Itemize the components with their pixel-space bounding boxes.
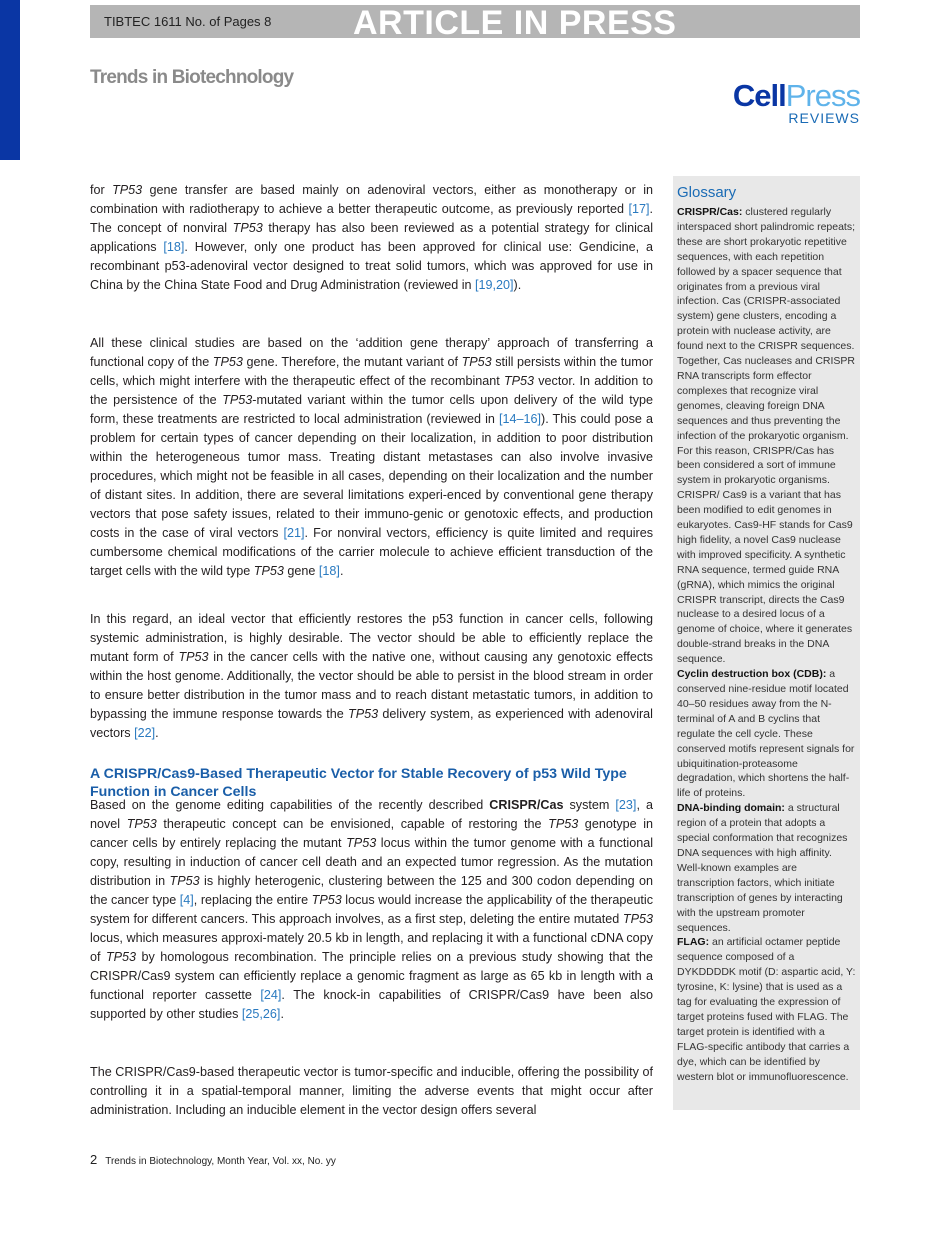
- gene-name: TP53: [105, 950, 137, 964]
- body-paragraph: [90, 1063, 653, 1120]
- glossary-entry: [677, 801, 856, 935]
- text-run: gene: [283, 564, 319, 578]
- text-run: . However, only one product has been approved for clinical use: Gendicine, a recombinant p53-adenoviral vector designed to treat solid tumors, which was approved for use in China by the China State Food and Drug Administration (reviewed in: [90, 240, 653, 292]
- citation-link[interactable]: [19,20]: [475, 278, 514, 292]
- gene-name: TP53: [311, 893, 342, 907]
- citation-link[interactable]: [24]: [260, 988, 282, 1002]
- gene-name: TP53: [253, 564, 284, 578]
- gene-name: TP53: [232, 221, 263, 235]
- body-paragraph: [90, 181, 653, 295]
- text-run: .: [155, 726, 159, 740]
- text-run: In this regard, an ideal vector that efficiently restores the p53 function in cancer cells, following systemic administration, is highly desirable. The vector should be able to efficiently replace the mutant form of: [90, 612, 653, 664]
- text-run: system: [563, 798, 616, 812]
- gene-name: TP53: [212, 355, 243, 369]
- text-run: . The knock-in capabilities of CRISPR/Cas9 have been also supported by other studies: [90, 988, 653, 1021]
- brand-stripe: [0, 0, 20, 160]
- body-paragraph: [90, 334, 653, 581]
- cellpress-logo: [733, 78, 860, 126]
- gene-name: TP53: [503, 374, 535, 388]
- page-number: 2: [90, 1152, 98, 1167]
- text-run: genotype in cancer cells by entirely replacing the mutant: [90, 817, 654, 850]
- text-run: therapeutic concept can be envisioned, capable of restoring the: [156, 817, 549, 831]
- text-run: is highly heterogenic, clustering between the 125 and 300 codon depending on the cancer type: [90, 874, 653, 907]
- gene-name: TP53: [112, 183, 143, 197]
- article-banner: [90, 4, 860, 42]
- citation-link[interactable]: [23]: [615, 798, 637, 812]
- glossary-sidebar: [673, 176, 860, 1110]
- gene-name: TP53: [622, 912, 653, 926]
- text-run: locus within the tumor genome with a functional copy, resulting in induction of cancer cell death and an expected tumor regression. As the mutation distribution in: [90, 836, 654, 888]
- glossary-term-ref: CRISPR/Cas: [489, 798, 564, 812]
- text-run: gene. Therefore, the mutant variant of: [242, 355, 462, 369]
- text-run: The CRISPR/Cas9-based therapeutic vector is tumor-specific and inducible, offering the possibility of controlling it in a spatial-temporal manner, limiting the adverse events that might occur after administration. Including an inducible element in the vector design offers several: [90, 1065, 653, 1117]
- glossary-definition: a conserved nine-residue motif located 40–50 residues away from the N-terminal of A and B cyclins that regulate the cell cycle. These conserved motifs represent signals for ubiquitination-proteasome degradation, which shortens the half-life of proteins.: [677, 668, 855, 800]
- section-heading: A CRISPR/Cas9-Based Therapeutic Vector for Stable Recovery of p53 Wild Type Function in Cancer Cells: [90, 766, 627, 800]
- text-run: .: [280, 1007, 284, 1021]
- text-run: in the cancer cells with the native one, without causing any genotoxic effects within the host genome. Additionally, the vector should be able to persist in the blood stream in order to ensure better distribution in the tumor mass and to reach distant metastatic tumors, in addition to bypassing the immune response towards the: [90, 650, 653, 721]
- citation-link[interactable]: [22]: [134, 726, 156, 740]
- citation-link[interactable]: [18]: [163, 240, 185, 254]
- text-run: . The concept of nonviral: [90, 202, 653, 235]
- glossary-definition: a structural region of a protein that adopts a special conformation that recognizes DNA sequences with high affinity. Well-known examples are transcription factors, which initiate transcription of genes by interacting with the upstream promoter sequences.: [677, 802, 848, 934]
- citation-link[interactable]: [25,26]: [241, 1007, 281, 1021]
- text-run: vector. In addition to the persistence of the: [90, 374, 653, 407]
- gene-name: TP53: [348, 707, 379, 721]
- glossary-entry: [677, 205, 856, 667]
- glossary-term: Cyclin destruction box (CDB):: [677, 668, 827, 681]
- text-run: gene transfer are based mainly on adenoviral vectors, either as monotherapy or in combination with radiotherapy to achieve a better therapeutic outcome, as previously reported: [90, 183, 653, 216]
- text-run: ). This could pose a problem for certain types of cancer depending on their localization, in addition to poor distribution within the heterogeneous tumor mass. Treating distant metastases can also involve invasive procedures, which might not be feasible in all cases, depending on their localization and the number of distant sites. In addition, there are several limitations experi-enced by conventional gene therapy vectors that pose safety issues, related to their immuno-genic or genotoxic effects, and production costs in the case of viral vectors: [90, 412, 653, 540]
- text-run: for: [90, 183, 113, 197]
- article-in-press-label: ARTICLE IN PRESS: [353, 4, 677, 42]
- gene-name: TP53: [178, 650, 209, 664]
- logo-cell: Cell: [732, 78, 786, 113]
- article-id: TIBTEC 1611 No. of Pages 8: [104, 14, 272, 29]
- text-run: All these clinical studies are based on the ‘addition gene therapy’ approach of transferring a functional copy of the: [90, 336, 653, 369]
- text-run: Based on the genome editing capabilities of the recently described: [90, 798, 490, 812]
- citation-link[interactable]: [14–16]: [498, 412, 541, 426]
- gene-name: TP53: [222, 393, 253, 407]
- text-run: . For nonviral vectors, efficiency is quite limited and requires cumbersome chemical modifications of the carrier molecule to achieve efficient transduction of the target cells with the wild type: [90, 526, 653, 578]
- journal-title: Trends in Biotechnology: [90, 67, 294, 88]
- glossary-definition: an artificial octamer peptide sequence composed of a DYKDDDDK motif (D: aspartic acid, Y: tyrosine, K: lysine) that is used as a tag for evaluating the expression of target proteins fused with FLAG. The target protein is identified with a FLAG-specific antibody that carries a dye, which can be identified by western blot or immunofluorescence.: [677, 936, 856, 1083]
- text-run: locus would increase the applicability of the therapeutic system for different cancers. This approach involves, as a first step, deleting the entire mutated: [90, 893, 653, 926]
- text-run: .: [339, 564, 344, 578]
- citation-link[interactable]: [21]: [283, 526, 305, 540]
- citation-link[interactable]: [4]: [179, 893, 194, 907]
- glossary-term: CRISPR/Cas:: [677, 206, 743, 218]
- logo-reviews: REVIEWS: [788, 110, 860, 126]
- gene-name: TP53: [548, 817, 579, 831]
- body-paragraph: [90, 610, 653, 743]
- text-run: by homologous recombination. The principle relies on a previous study showing that the CRISPR/Cas9 system can efficiently replace a genomic fragment as large as 65 kb in length with a functional reporter cassette: [90, 950, 653, 1002]
- page-footer: [90, 1152, 336, 1167]
- text-run: locus, which measures approxi-mately 20.5 kb in length, and replacing it with a functional cDNA copy of: [90, 931, 653, 964]
- text-run: , a novel: [90, 798, 653, 831]
- gene-name: TP53: [346, 836, 377, 850]
- citation-link[interactable]: [18]: [318, 564, 340, 578]
- text-run: therapy has also been reviewed as a potential strategy for clinical applications: [90, 221, 653, 254]
- glossary-term: FLAG:: [677, 936, 710, 949]
- citation-link[interactable]: [17]: [628, 202, 650, 216]
- gene-name: TP53: [169, 874, 200, 888]
- glossary-definition: clustered regularly interspaced short palindromic repeats; these are short prokaryotic repetitive sequences, with each repetition followed by a spacer sequence that originates from a previous viral infection. Cas (CRISPR-associated system) gene clusters, encoding a protein with nuclease activity, are found next to the CRISPR sequences. Together, Cas nucleases and CRISPR RNA transcripts form effector complexes that recognize viral genomes, cleaving foreign DNA sequences and thus preventing the infection of the prokaryotic organism. For this reason, CRISPR/Cas has been considered a sort of immune system in prokaryotic organisms. CRISPR/ Cas9 is a variant that has been modified to edit genomes in eukaryotes. Cas9-HF stands for Cas9 high fidelity, a novel Cas9 nuclease with improved specificity. A synthetic RNA sequence, termed guide RNA (gRNA), which mimics the original CRISPR transcript, directs the Cas9 nuclease to a desired locus of a genome of choice, where it generates double-strand breaks in the DNA sequence.: [677, 206, 856, 666]
- glossary-entry: [677, 667, 856, 801]
- glossary-term: DNA-binding domain:: [677, 802, 785, 815]
- glossary-title: Glossary: [677, 184, 737, 201]
- body-paragraph: [90, 796, 653, 1024]
- gene-name: TP53: [461, 355, 492, 369]
- logo-press: Press: [785, 78, 860, 113]
- text-run: ).: [513, 278, 522, 292]
- gene-name: TP53: [126, 817, 157, 831]
- text-run: -mutated variant within the tumor cells upon delivery of the wild type form, these treatments are restricted to local administration (reviewed in: [90, 393, 654, 426]
- text-run: , replacing the entire: [193, 893, 312, 907]
- glossary-entry: [677, 935, 856, 1084]
- text-run: delivery system, as experienced with adenoviral vectors: [90, 707, 653, 740]
- text-run: still persists within the tumor cells, which might interfere with the therapeutic effect of the recombinant: [90, 355, 653, 388]
- footer-citation: Trends in Biotechnology, Month Year, Vol. xx, No. yy: [105, 1156, 336, 1167]
